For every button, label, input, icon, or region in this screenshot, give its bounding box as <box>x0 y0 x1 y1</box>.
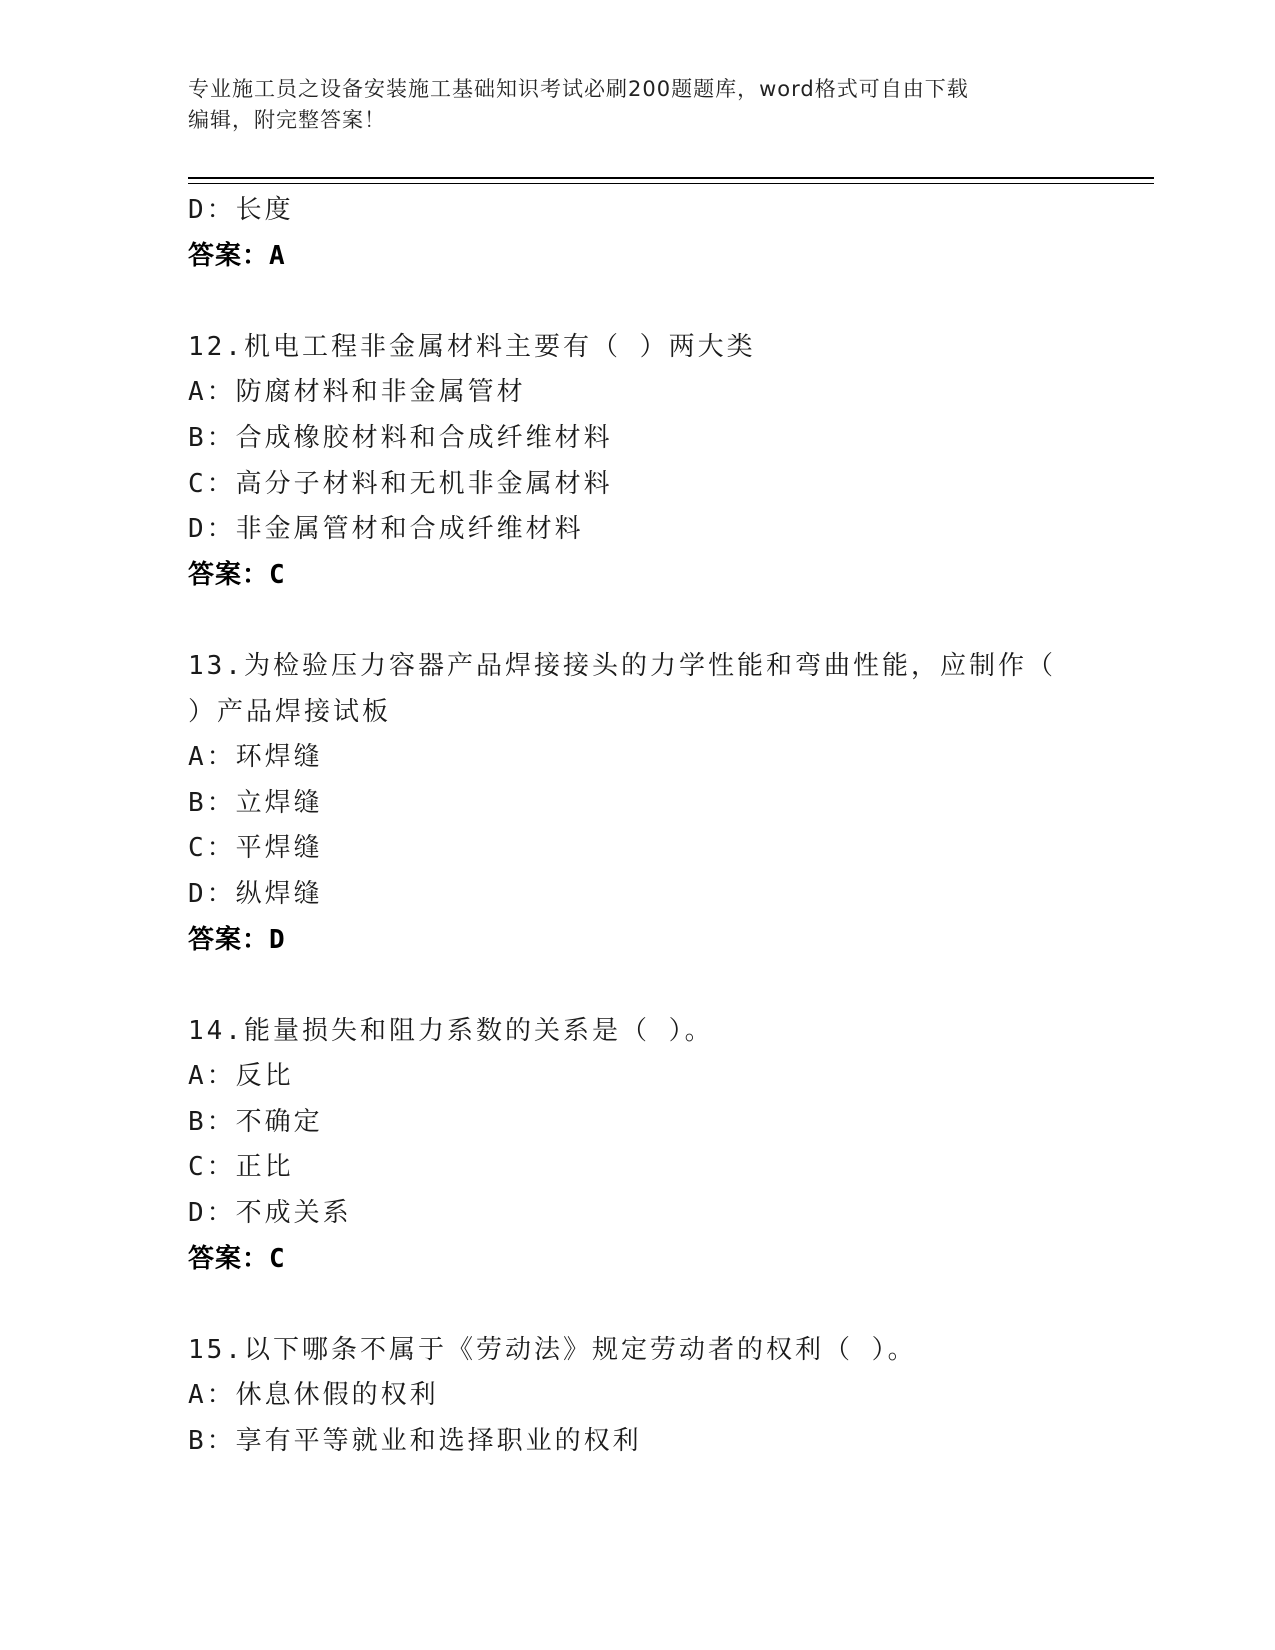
question-14 <box>188 1009 1088 1283</box>
question-stem: 15.以下哪条不属于《劳动法》规定劳动者的权利（ ）。 <box>188 1334 917 1365</box>
option-d: D：不成关系 <box>188 1198 352 1229</box>
question-12 <box>188 325 1088 599</box>
answer-line: 答案：D <box>188 924 286 955</box>
header-line-1: 专业施工员之设备安装施工基础知识考试必刷200题题库，word格式可自由下载 <box>188 77 969 101</box>
spacer <box>188 598 1088 644</box>
spacer <box>188 1282 1088 1328</box>
option-c: C：平焊缝 <box>188 833 323 864</box>
option-b: B：不确定 <box>188 1106 323 1137</box>
answer-line: 答案：C <box>188 1243 286 1274</box>
header-divider-thin <box>188 183 1154 184</box>
option-a: A：环焊缝 <box>188 742 323 773</box>
question-stem-line-1: 13.为检验压力容器产品焊接接头的力学性能和弯曲性能，应制作（ <box>188 650 1056 681</box>
option-d: D：纵焊缝 <box>188 878 323 909</box>
question-stem: 12.机电工程非金属材料主要有（ ）两大类 <box>188 331 756 362</box>
question-stem: 14.能量损失和阻力系数的关系是（ ）。 <box>188 1015 714 1046</box>
option-c: C：高分子材料和无机非金属材料 <box>188 468 613 499</box>
option-d: D：非金属管材和合成纤维材料 <box>188 514 584 545</box>
option-c: C：正比 <box>188 1152 294 1183</box>
option-b: B：立焊缝 <box>188 787 323 818</box>
option-a: A：防腐材料和非金属管材 <box>188 377 526 408</box>
option-a: A：反比 <box>188 1061 294 1092</box>
spacer <box>188 963 1088 1009</box>
header-divider-thick <box>188 177 1154 179</box>
option-a: A：休息休假的权利 <box>188 1380 439 1411</box>
option-d: D：长度 <box>188 195 294 225</box>
question-content <box>188 188 1088 1465</box>
question-15 <box>188 1328 1088 1465</box>
page-header <box>188 74 1088 136</box>
header-line-2: 编辑，附完整答案！ <box>188 108 386 132</box>
answer-line: 答案：A <box>188 240 286 271</box>
option-b: B：合成橡胶材料和合成纤维材料 <box>188 422 613 453</box>
spacer <box>188 279 1088 325</box>
answer-line: 答案：C <box>188 559 286 590</box>
question-13 <box>188 644 1088 963</box>
question-stem-line-2: ）产品焊接试板 <box>188 696 392 727</box>
option-b: B：享有平等就业和选择职业的权利 <box>188 1426 642 1457</box>
